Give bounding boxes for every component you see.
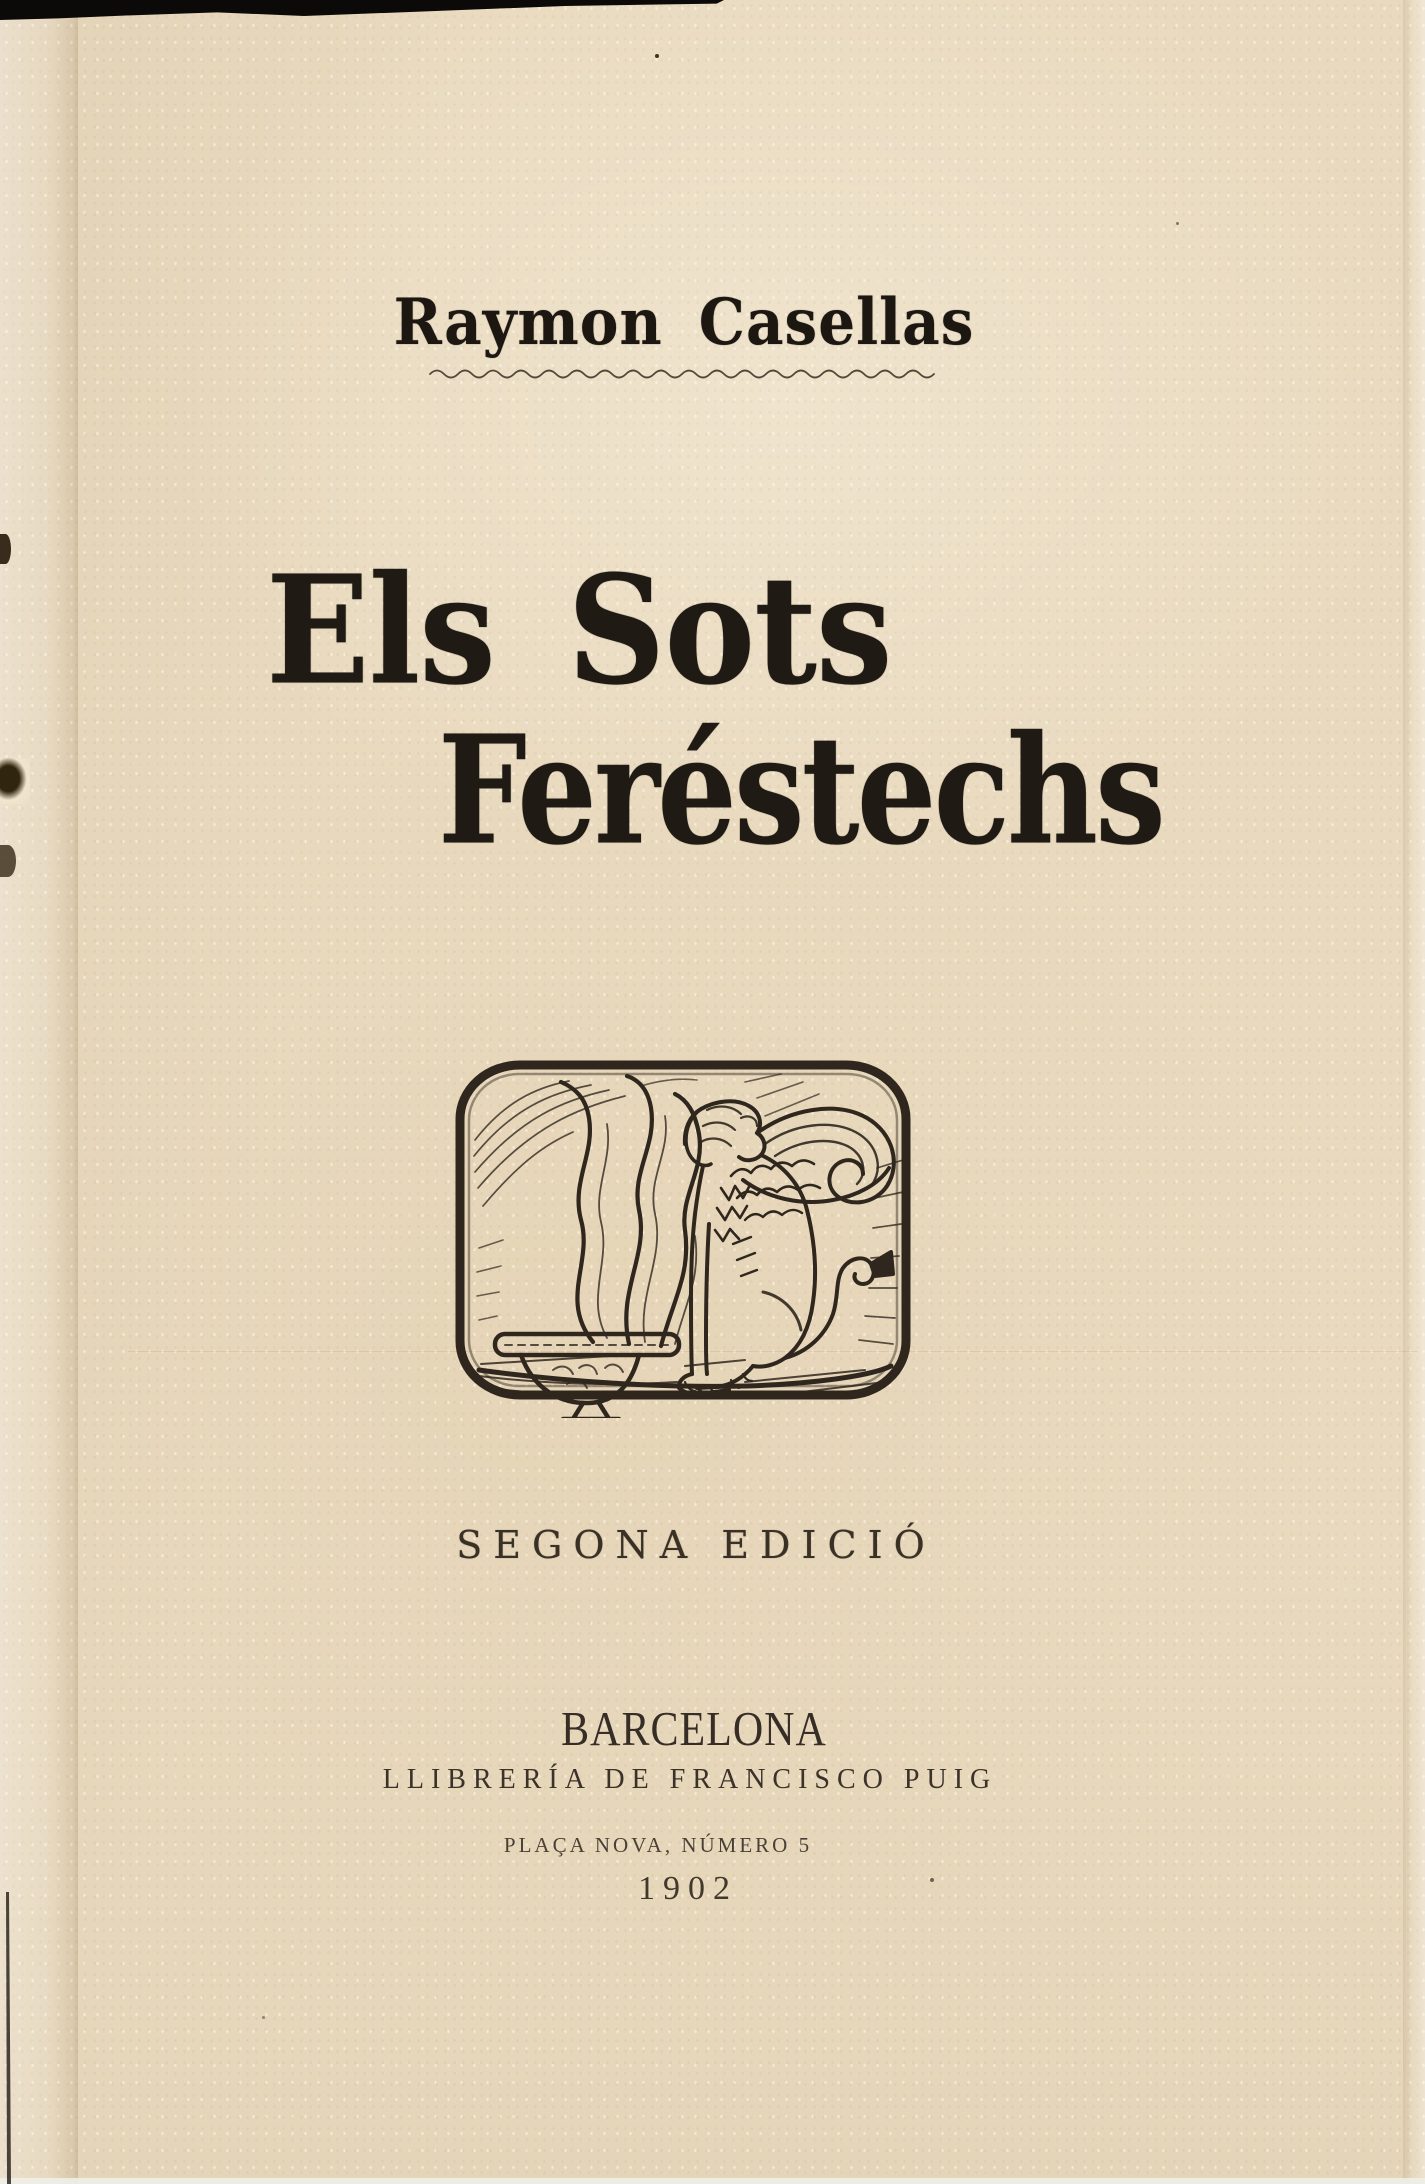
wavy-underline-rule (428, 366, 948, 380)
imprint-address: PLAÇA NOVA, NÚMERO 5 (503, 1833, 813, 1857)
binding-hole (0, 758, 30, 804)
binding-mark (0, 845, 16, 877)
ink-speck (655, 54, 659, 58)
page-right-edge (1403, 0, 1425, 2184)
imprint-year: 1902 (638, 1870, 738, 1907)
imprint-city: BARCELONA (561, 1703, 827, 1757)
book-title-line-2: Feréstechs (438, 702, 1163, 879)
scan-bottom-edge (0, 2178, 1425, 2184)
ink-speck (1176, 222, 1179, 225)
page-left-edge (0, 0, 78, 2184)
binding-mark (0, 534, 11, 564)
edition-statement: SEGONA EDICIÓ (456, 1523, 936, 1567)
scan-dark-top-edge (0, 0, 724, 20)
author-name: Raymon Casellas (393, 284, 975, 360)
ink-speck (262, 2016, 265, 2019)
sphinx-vignette-illustration (445, 1048, 923, 1418)
ink-speck (930, 1878, 934, 1882)
book-title-line-1: Els Sots (266, 542, 892, 719)
imprint-publisher: LLIBRERÍA DE FRANCISCO PUIG (382, 1764, 998, 1795)
